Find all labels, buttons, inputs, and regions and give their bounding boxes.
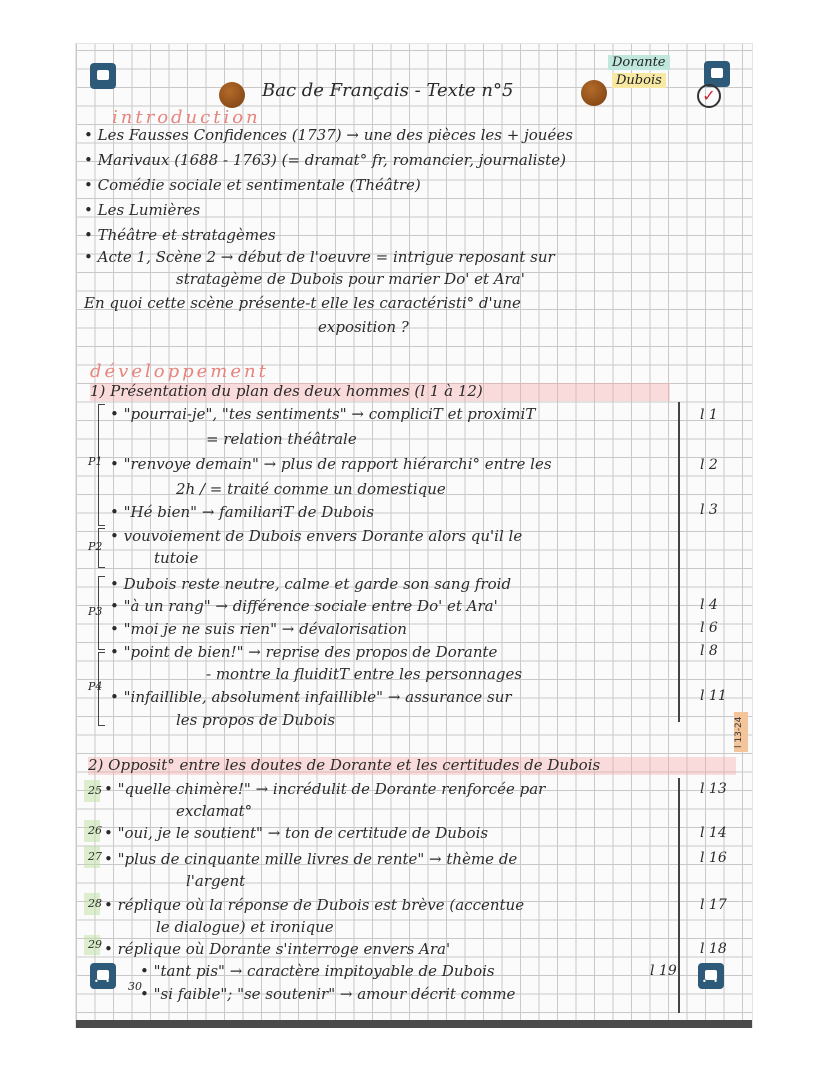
binder-clip-icon (90, 63, 116, 89)
line-ref: l 18 (700, 941, 727, 957)
note-line: • "pourrai-je", "tes sentiments" → compliciT et proximiT (110, 405, 536, 423)
part2-title: 2) Opposit° entre les doutes de Dorante et les certitudes de Dubois (88, 756, 601, 774)
intro-line: • Acte 1, Scène 2 → début de l'oeuvre = intrigue reposant sur (84, 248, 555, 266)
note-line: • "à un rang" → différence sociale entre Do' et Ara' (110, 597, 498, 615)
note-line: le dialogue) et ironique (156, 918, 334, 936)
intro-heading: introduction (112, 107, 261, 128)
intro-line: • Les Lumières (84, 201, 201, 219)
line-ref: l 8 (700, 643, 718, 659)
note-line: • "plus de cinquante mille livres de rente" → thème de (104, 850, 518, 868)
note-line: • Dubois reste neutre, calme et garde son sang froid (110, 575, 512, 593)
binder-clip-icon (90, 963, 116, 989)
note-line: • vouvoiement de Dubois envers Dorante alors qu'il le (110, 527, 523, 545)
development-heading: développement (90, 361, 269, 382)
part-label: 28 (88, 897, 102, 910)
intro-line: • Théâtre et stratagèmes (84, 226, 276, 244)
punch-hole (219, 82, 245, 108)
page-title: Bac de Français - Texte n°5 (262, 80, 514, 101)
intro-line: • Les Fausses Confidences (1737) → une des pièces les + jouées (84, 126, 573, 144)
margin-line (678, 778, 680, 1013)
note-line: • "si faible"; "se soutenir" → amour décrit comme (140, 985, 516, 1003)
line-ref: l 13 (700, 781, 727, 797)
line-ref: l 3 (700, 502, 718, 518)
punch-hole (581, 80, 607, 106)
intro-line: • Marivaux (1688 - 1763) (= dramat° fr, romancier, journaliste) (84, 151, 566, 169)
part-label: 30 (128, 980, 142, 993)
line-ref: l 14 (700, 825, 727, 841)
note-line: • "tant pis" → caractère impitoyable de Dubois (140, 962, 495, 980)
side-note: l 13-24 (734, 712, 748, 752)
note-line: • "quelle chimère!" → incrédulit de Dorante renforcée par (104, 780, 546, 798)
note-line: • "oui, je le soutient" → ton de certitude de Dubois (104, 824, 489, 842)
note-line: • "infaillible, absolument infaillible" → assurance sur (110, 688, 512, 706)
line-ref: l 6 (700, 620, 718, 636)
part-label: 29 (88, 938, 102, 951)
part-label: P4 (88, 680, 103, 693)
problematic-line: exposition ? (318, 318, 409, 336)
line-ref: l 17 (700, 897, 727, 913)
check-circle-icon: ✓ (697, 84, 721, 108)
intro-line: • Comédie sociale et sentimentale (Théâtre) (84, 176, 421, 194)
part-label: 26 (88, 824, 102, 837)
note-line: • "point de bien!" → reprise des propos de Dorante (110, 643, 498, 661)
note-line: • "Hé bien" → familiariT de Dubois (110, 503, 375, 521)
line-ref: l 2 (700, 457, 718, 473)
tag-dubois: Dubois (612, 73, 666, 88)
line-ref: l 16 (700, 850, 727, 866)
line-ref: l 1 (700, 407, 718, 423)
note-line: • "moi je ne suis rien" → dévalorisation (110, 620, 407, 638)
note-line: l'argent (186, 872, 246, 890)
page-bottom-edge (76, 1020, 752, 1028)
note-line: - montre la fluiditT entre les personnages (206, 665, 523, 683)
part-label: P1 (88, 455, 103, 468)
line-ref: l 11 (700, 688, 727, 704)
intro-line: stratagème de Dubois pour marier Do' et Ara' (176, 270, 525, 288)
part-label: P2 (88, 540, 103, 553)
part1-title: 1) Présentation du plan des deux hommes (l 1 à 12) (90, 382, 483, 400)
margin-line (678, 402, 680, 722)
note-line: • réplique où Dorante s'interroge envers Ara' (104, 940, 451, 958)
binder-clip-icon (698, 963, 724, 989)
part-label: 25 (88, 784, 102, 797)
part-label: 27 (88, 850, 102, 863)
note-line: • réplique où la réponse de Dubois est brève (accentue (104, 896, 525, 914)
problematic-line: En quoi cette scène présente-t elle les caractéristi° d'une (84, 294, 521, 312)
tag-dorante: Dorante (608, 55, 670, 70)
note-line: 2h / = traité comme un domestique (176, 480, 446, 498)
line-ref: l 19 (650, 963, 677, 979)
note-line: = relation théâtrale (206, 430, 357, 448)
line-ref: l 4 (700, 597, 718, 613)
note-line: tutoie (154, 549, 199, 567)
note-line: les propos de Dubois (176, 711, 336, 729)
part-label: P3 (88, 605, 103, 618)
note-line: exclamat° (176, 802, 253, 820)
note-line: • "renvoye demain" → plus de rapport hiérarchi° entre les (110, 455, 552, 473)
